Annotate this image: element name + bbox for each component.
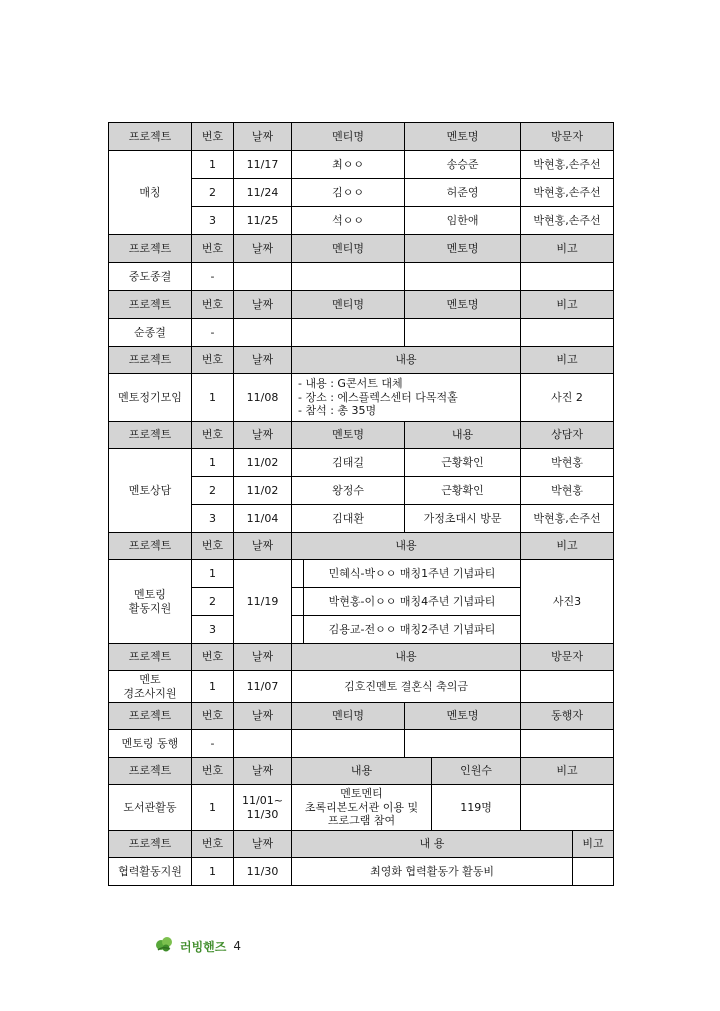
table-cell: [234, 319, 292, 347]
header-mentor: 멘토명: [405, 291, 521, 319]
table-cell: 김ㅇㅇ: [292, 179, 405, 207]
table-cell: 3: [192, 616, 234, 644]
table-cell: [292, 319, 405, 347]
header-project: 프로젝트: [109, 422, 192, 449]
table-cell: [405, 730, 521, 758]
table-cell: 2: [192, 477, 234, 505]
table-cell: 박현홍,손주선: [521, 505, 614, 533]
counseling-project: 멘토상담: [109, 449, 192, 533]
table-cell: 가정초대시 방문: [405, 505, 521, 533]
table-cell: [292, 588, 304, 616]
table-cell: [521, 785, 614, 831]
table-cell: 김대환: [292, 505, 405, 533]
library-date: [234, 785, 292, 831]
header-note: 비고: [521, 758, 614, 785]
table-cell: 1: [192, 449, 234, 477]
table-cell: 왕정수: [292, 477, 405, 505]
table-cell: -: [192, 319, 234, 347]
table-cell: [521, 263, 614, 291]
cooperation-project: 협력활동지원: [109, 858, 192, 886]
table-cell: 김태길: [292, 449, 405, 477]
content-line: - 참석 : 총 35명: [298, 404, 377, 418]
header-counselor: 상담자: [521, 422, 614, 449]
project-line: 멘토링: [134, 587, 166, 601]
header-date: 날짜: [234, 758, 292, 785]
table-cell: 3: [192, 505, 234, 533]
header-date: 날짜: [234, 235, 292, 263]
header-project: 프로젝트: [109, 235, 192, 263]
header-no: 번호: [192, 347, 234, 374]
header-date: 날짜: [234, 422, 292, 449]
table-cell: 1: [192, 858, 234, 886]
table-cell: [521, 730, 614, 758]
table-cell: 김호진멘토 결혼식 축의금: [292, 671, 521, 703]
header-mentor: 멘토명: [405, 123, 521, 151]
table-cell: 3: [192, 207, 234, 235]
header-mentee: 멘티명: [292, 703, 405, 730]
table-cell: 11/30: [234, 858, 292, 886]
header-mentee: 멘티명: [292, 123, 405, 151]
header-date: 날짜: [234, 533, 292, 560]
header-mentor: 멘토명: [405, 235, 521, 263]
loving-hands-logo-icon: [155, 936, 177, 956]
table-cell: [573, 858, 614, 886]
table-cell: [521, 319, 614, 347]
header-mentor: 멘토명: [405, 703, 521, 730]
header-project: 프로젝트: [109, 123, 192, 151]
table-cell: 최ㅇㅇ: [292, 151, 405, 179]
header-no: 번호: [192, 831, 234, 858]
header-content: 내 용: [292, 831, 573, 858]
table-cell: 최영화 협력활동가 활동비: [292, 858, 573, 886]
table-cell: [292, 730, 405, 758]
library-project: 도서관활동: [109, 785, 192, 831]
table-cell: 박현홍-이ㅇㅇ 매칭4주년 기념파티: [304, 588, 521, 616]
header-project: 프로젝트: [109, 347, 192, 374]
content-line: - 장소 : 에스플렉스센터 다목적홀: [298, 390, 458, 404]
table-cell: 11/02: [234, 449, 292, 477]
table-cell: 11/07: [234, 671, 292, 703]
table-cell: 근황확인: [405, 449, 521, 477]
regular-meeting-content: [292, 374, 521, 422]
header-project: 프로젝트: [109, 533, 192, 560]
library-content: [292, 785, 432, 831]
table-cell: 11/08: [234, 374, 292, 422]
header-date: 날짜: [234, 347, 292, 374]
header-date: 날짜: [234, 644, 292, 671]
header-no: 번호: [192, 703, 234, 730]
project-line: 멘토: [139, 672, 161, 686]
table-cell: 송승준: [405, 151, 521, 179]
activity-report-table: [108, 122, 614, 886]
accompany-project: 멘토링 동행: [109, 730, 192, 758]
table-cell: 1: [192, 785, 234, 831]
header-mentee: 멘티명: [292, 291, 405, 319]
page-footer: [155, 936, 241, 956]
header-date: 날짜: [234, 831, 292, 858]
header-no: 번호: [192, 533, 234, 560]
table-cell: 11/02: [234, 477, 292, 505]
header-no: 번호: [192, 422, 234, 449]
header-no: 번호: [192, 123, 234, 151]
header-visitor: 방문자: [521, 644, 614, 671]
midway-project: 중도종결: [109, 263, 192, 291]
table-cell: 2: [192, 179, 234, 207]
table-cell: [292, 263, 405, 291]
project-line: 경조사지원: [123, 686, 177, 700]
header-project: 프로젝트: [109, 758, 192, 785]
table-cell: 2: [192, 588, 234, 616]
header-note: 비고: [521, 347, 614, 374]
header-project: 프로젝트: [109, 291, 192, 319]
table-cell: 김용교-전ㅇㅇ 매칭2주년 기념파티: [304, 616, 521, 644]
date-line: 11/01~: [242, 793, 283, 807]
table-cell: 박현홍: [521, 477, 614, 505]
project-line: 활동지원: [128, 601, 172, 615]
table-cell: [234, 730, 292, 758]
table-cell: 11/24: [234, 179, 292, 207]
table-cell: 박현홍: [521, 449, 614, 477]
content-line: - 내용 : G콘서트 대체: [298, 376, 403, 390]
table-cell: 11/04: [234, 505, 292, 533]
page-number: 4: [233, 939, 242, 953]
table-cell: 박현홍,손주선: [521, 151, 614, 179]
table-cell: 근황확인: [405, 477, 521, 505]
header-project: 프로젝트: [109, 831, 192, 858]
header-visitor: 방문자: [521, 123, 614, 151]
header-no: 번호: [192, 758, 234, 785]
header-mentee: 멘티명: [292, 235, 405, 263]
regular-meeting-project: 멘토정기모임: [109, 374, 192, 422]
table-cell: [292, 616, 304, 644]
table-cell: 11/25: [234, 207, 292, 235]
table-cell: 1: [192, 374, 234, 422]
date-line: 11/30: [246, 807, 279, 821]
header-count: 인원수: [432, 758, 521, 785]
content-line: 멘토멘티: [340, 786, 383, 800]
header-project: 프로젝트: [109, 644, 192, 671]
table-cell: [234, 263, 292, 291]
header-note: 비고: [521, 533, 614, 560]
table-cell: 1: [192, 560, 234, 588]
table-cell: 11/17: [234, 151, 292, 179]
matching-project: 매칭: [109, 151, 192, 235]
table-cell: 1: [192, 151, 234, 179]
brand-name: 러빙핸즈: [180, 939, 227, 954]
completion-project: 순종결: [109, 319, 192, 347]
header-mentor: 멘토명: [292, 422, 405, 449]
content-line: 초록리본도서관 이용 및: [304, 800, 419, 814]
table-cell: 사진3: [521, 560, 614, 644]
table-cell: [405, 319, 521, 347]
table-cell: 허준영: [405, 179, 521, 207]
table-cell: 민혜식-박ㅇㅇ 매칭1주년 기념파티: [304, 560, 521, 588]
table-cell: [292, 560, 304, 588]
header-date: 날짜: [234, 123, 292, 151]
header-no: 번호: [192, 291, 234, 319]
table-cell: 박현홍,손주선: [521, 179, 614, 207]
header-note: 비고: [521, 291, 614, 319]
header-date: 날짜: [234, 291, 292, 319]
header-note: 비고: [573, 831, 614, 858]
header-content: 내용: [292, 644, 521, 671]
table-cell: -: [192, 263, 234, 291]
header-project: 프로젝트: [109, 703, 192, 730]
header-no: 번호: [192, 235, 234, 263]
table-cell: 석ㅇㅇ: [292, 207, 405, 235]
condolence-project: [109, 671, 192, 703]
table-cell: 11/19: [234, 560, 292, 644]
table-cell: 박현홍,손주선: [521, 207, 614, 235]
table-cell: [521, 671, 614, 703]
header-date: 날짜: [234, 703, 292, 730]
header-content: 내용: [292, 758, 432, 785]
header-no: 번호: [192, 644, 234, 671]
activity-support-project: [109, 560, 192, 644]
table-cell: 사진 2: [521, 374, 614, 422]
table-cell: 1: [192, 671, 234, 703]
header-companion: 동행자: [521, 703, 614, 730]
header-note: 비고: [521, 235, 614, 263]
table-cell: 임한애: [405, 207, 521, 235]
table-cell: -: [192, 730, 234, 758]
content-line: 프로그램 참여: [327, 814, 396, 828]
header-content: 내용: [292, 347, 521, 374]
header-content: 내용: [292, 533, 521, 560]
table-cell: 119명: [432, 785, 521, 831]
header-content: 내용: [405, 422, 521, 449]
table-cell: [405, 263, 521, 291]
